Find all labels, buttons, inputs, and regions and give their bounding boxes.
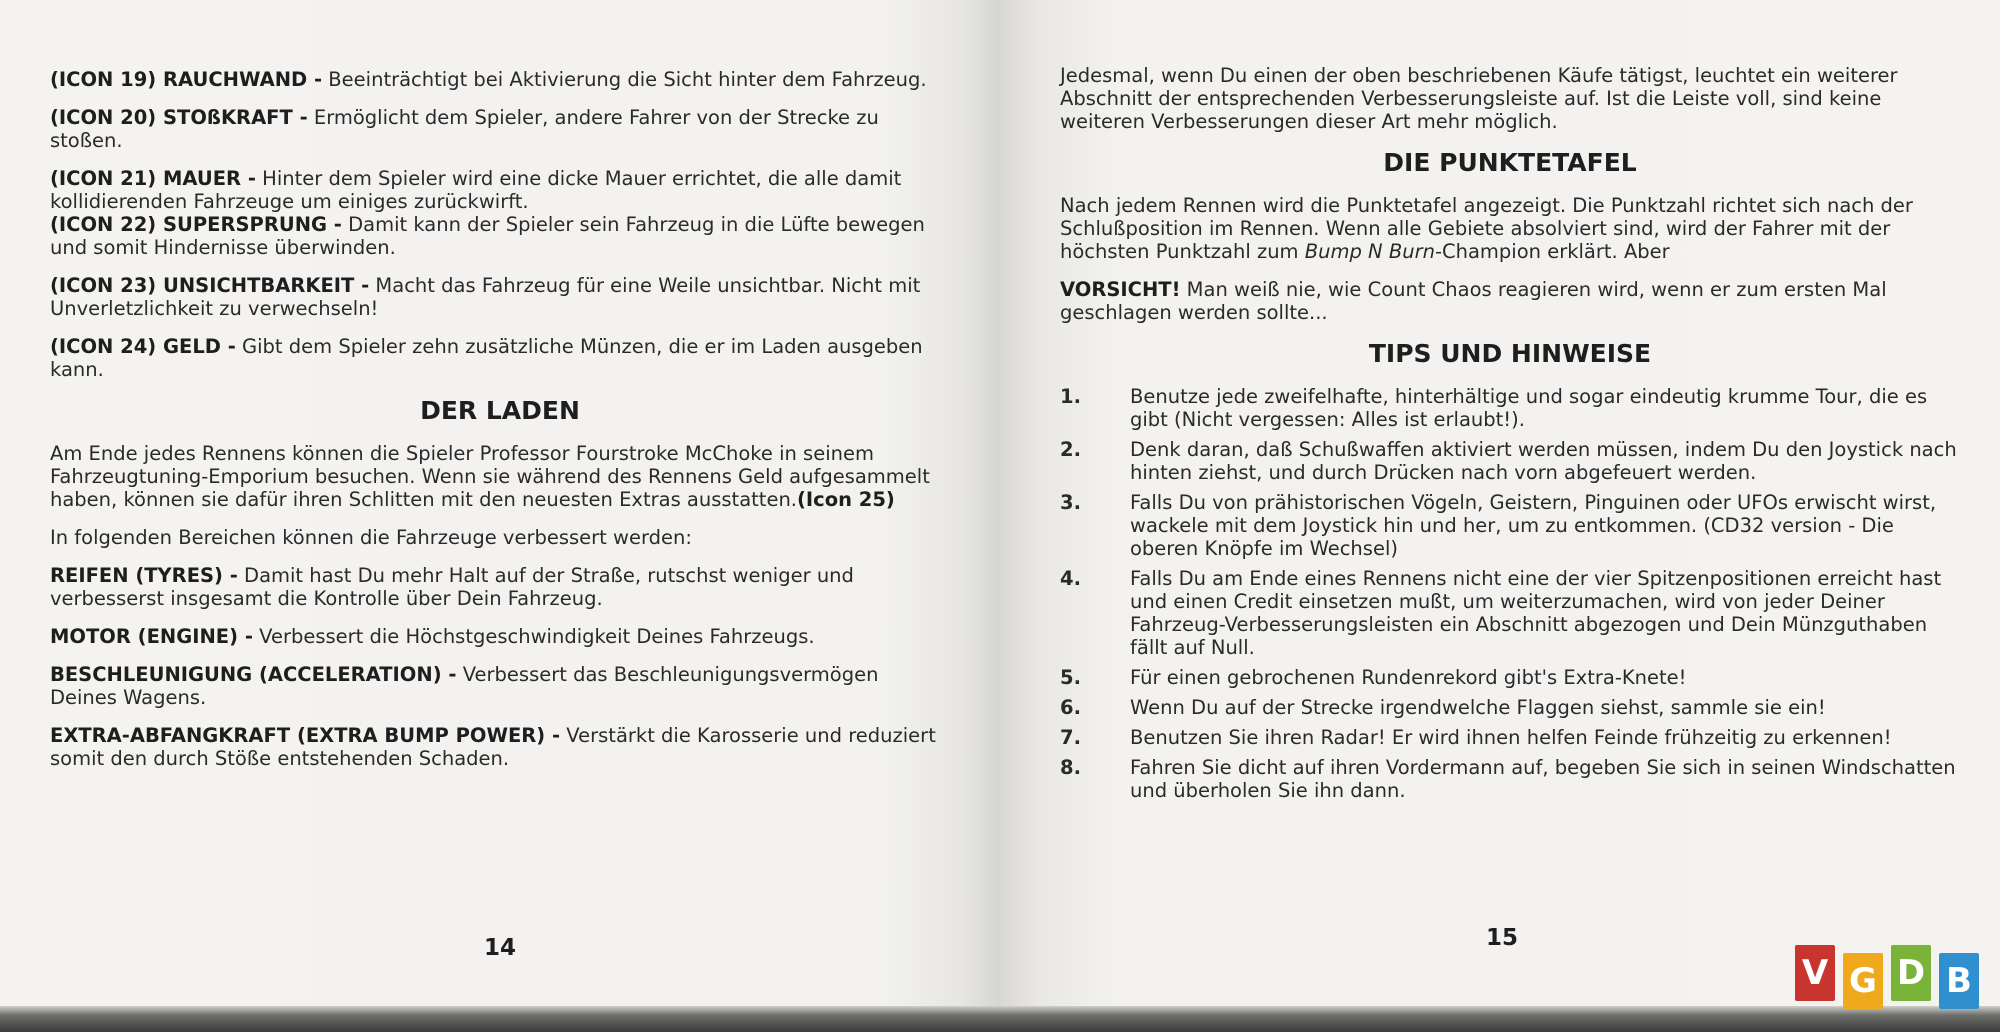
- logo-tile-v: V: [1795, 945, 1835, 1001]
- upgrade-acceleration: [50, 663, 950, 709]
- logo-tile-b: B: [1939, 953, 1979, 1009]
- list-item: [1060, 666, 1960, 689]
- tip-text: Falls Du am Ende eines Rennens nicht eine der vier Spitzenpositionen erreicht hast und einen Credit einsetzen mußt, um weiterzumachen, wird von jeder Deiner Fahrzeug-Verbesserungsleisten ein Abschnitt abgezogen und Dein Münzguthaben fällt auf Null.: [1130, 567, 1942, 659]
- upgrade-text: Verbessert die Höchstgeschwindigkeit Deines Fahrzeugs.: [252, 625, 815, 648]
- tip-text: Denk daran, daß Schußwaffen aktiviert werden müssen, indem Du den Joystick nach hinten ziehst, und durch Drücken nach vorn abgefeuert werden.: [1130, 438, 1957, 484]
- left-page: [0, 0, 1000, 1010]
- upgrade-engine: [50, 625, 950, 648]
- upgrade-text: Damit hast Du mehr Halt auf der Straße, rutschst weniger und verbesserst insgesamt die Kontrolle über Dein Fahrzeug.: [50, 564, 854, 610]
- tip-number: 4.: [1060, 567, 1081, 590]
- upgrade-title: REIFEN (TYRES) -: [50, 564, 238, 587]
- list-item: [1060, 491, 1960, 560]
- game-title: Bump N Burn: [1304, 240, 1435, 263]
- logo-tile-d: D: [1891, 945, 1931, 1001]
- warning-paragraph: [1060, 278, 1960, 324]
- punktetafel-text-1: Nach jedem Rennen wird die Punktetafel angezeigt. Die Punktzahl richtet sich nach der Schlußposition im Rennen. Wenn alle Gebiete absolviert sind, wird der Fahrer mit der höchsten Punktzahl zum: [1060, 194, 1913, 263]
- upgrade-text: Verbessert das Beschleunigungsvermögen Deines Wagens.: [50, 663, 879, 709]
- laden-heading: DER LADEN: [420, 396, 580, 425]
- tip-number: 5.: [1060, 666, 1081, 689]
- entry-text: Gibt dem Spieler zehn zusätzliche Münzen, die er im Laden ausgeben kann.: [50, 335, 923, 381]
- entry-title: (ICON 23) UNSICHTBARKEIT -: [50, 274, 370, 297]
- entry-text: Damit kann der Spieler sein Fahrzeug in die Lüfte bewegen und somit Hindernisse überwinden.: [50, 213, 925, 259]
- entry-title: (ICON 19) RAUCHWAND -: [50, 68, 323, 91]
- entry-text: Hinter dem Spieler wird eine dicke Mauer errichtet, die alle damit kollidierenden Fahrzeuge um einiges zurückwirft.: [50, 167, 902, 213]
- right-column: [1060, 64, 1960, 809]
- upgrade-bump-power: [50, 724, 950, 770]
- tip-number: 1.: [1060, 385, 1081, 408]
- punktetafel-heading: DIE PUNKTETAFEL: [1383, 148, 1637, 177]
- tip-number: 8.: [1060, 756, 1081, 779]
- list-item: [1060, 756, 1960, 802]
- tip-number: 2.: [1060, 438, 1081, 461]
- tip-text: Benutzen Sie ihren Radar! Er wird ihnen helfen Feinde frühzeitig zu erkennen!: [1130, 726, 1892, 749]
- tips-list: [1060, 385, 1960, 802]
- list-item: [1060, 726, 1960, 749]
- tip-text: Falls Du von prähistorischen Vögeln, Geistern, Pinguinen oder UFOs erwischt wirst, wackele mit dem Joystick hin und her, um zu entkommen. (CD32 version - Die oberen Knöpfe im Wechsel): [1130, 491, 1937, 560]
- upgrade-title: BESCHLEUNIGUNG (ACCELERATION) -: [50, 663, 457, 686]
- entry-text: Beeinträchtigt bei Aktivierung die Sicht hinter dem Fahrzeug.: [322, 68, 927, 91]
- tip-number: 6.: [1060, 696, 1081, 719]
- upgrade-intro: In folgenden Bereichen können die Fahrzeuge verbessert werden:: [50, 526, 692, 549]
- page-number-left: 14: [484, 935, 517, 961]
- entry-title: (ICON 20) STOßKRAFT -: [50, 106, 308, 129]
- spine-shadow: [0, 1006, 2000, 1032]
- icon-24-entry: [50, 335, 950, 381]
- page-number-right: 15: [1486, 925, 1519, 951]
- list-item: [1060, 385, 1960, 431]
- logo-tile-g: G: [1843, 953, 1883, 1009]
- list-item: [1060, 438, 1960, 484]
- entry-text: Ermöglicht dem Spieler, andere Fahrer von der Strecke zu stoßen.: [50, 106, 879, 152]
- upgrade-title: EXTRA-ABFANGKRAFT (EXTRA BUMP POWER) -: [50, 724, 561, 747]
- tips-heading: TIPS UND HINWEISE: [1368, 339, 1652, 368]
- tip-number: 3.: [1060, 491, 1081, 514]
- laden-intro: [50, 442, 950, 511]
- icon-19-entry: [50, 68, 950, 91]
- laden-icon-ref: (Icon 25): [797, 488, 895, 511]
- entry-title: (ICON 21) MAUER -: [50, 167, 256, 190]
- tip-text: Für einen gebrochenen Rundenrekord gibt's Extra-Knete!: [1130, 666, 1687, 689]
- upgrade-bar-intro: Jedesmal, wenn Du einen der oben beschriebenen Käufe tätigst, leuchtet ein weiterer Abschnitt der entsprechenden Verbesserungsleiste auf. Ist die Leiste voll, sind keine weiteren Verbesserungen dieser Art mehr möglich.: [1060, 64, 1898, 133]
- entry-title: (ICON 24) GELD -: [50, 335, 236, 358]
- warning-label: VORSICHT!: [1060, 278, 1181, 301]
- punktetafel-text-2: -Champion erklärt. Aber: [1434, 240, 1670, 263]
- left-column: [50, 68, 950, 785]
- icon-21-entry: [50, 167, 950, 213]
- entry-title: (ICON 22) SUPERSPRUNG -: [50, 213, 342, 236]
- laden-intro-text: Am Ende jedes Rennens können die Spieler Professor Fourstroke McChoke in seinem Fahrzeugtuning-Emporium besuchen. Wenn sie während des Rennens Geld aufgesammelt haben, können sie dafür ihren Schlitten mit den neuesten Extras ausstatten.: [50, 442, 930, 511]
- vgdb-watermark-logo: [1795, 945, 1990, 1007]
- tip-text: Wenn Du auf der Strecke irgendwelche Flaggen siehst, sammle sie ein!: [1130, 696, 1826, 719]
- warning-text: Man weiß nie, wie Count Chaos reagieren wird, wenn er zum ersten Mal geschlagen werden sollte...: [1060, 278, 1887, 324]
- upgrade-title: MOTOR (ENGINE) -: [50, 625, 253, 648]
- icon-23-entry: [50, 274, 950, 320]
- punktetafel-text: [1060, 194, 1960, 263]
- entry-text: Macht das Fahrzeug für eine Weile unsichtbar. Nicht mit Unverletzlichkeit zu verwechseln!: [50, 274, 921, 320]
- right-page: [1000, 0, 2000, 1010]
- list-item: [1060, 696, 1960, 719]
- tip-text: Benutze jede zweifelhafte, hinterhältige und sogar eindeutig krumme Tour, die es gibt (Nicht vergessen: Alles ist erlaubt!).: [1130, 385, 1928, 431]
- icon-22-entry: [50, 213, 950, 259]
- upgrade-tyres: [50, 564, 950, 610]
- list-item: [1060, 567, 1960, 659]
- upgrade-text: Verstärkt die Karosserie und reduziert somit den durch Stöße entstehenden Schaden.: [50, 724, 936, 770]
- tip-text: Fahren Sie dicht auf ihren Vordermann auf, begeben Sie sich in seinen Windschatten und überholen Sie ihn dann.: [1130, 756, 1956, 802]
- icon-20-entry: [50, 106, 950, 152]
- tip-number: 7.: [1060, 726, 1081, 749]
